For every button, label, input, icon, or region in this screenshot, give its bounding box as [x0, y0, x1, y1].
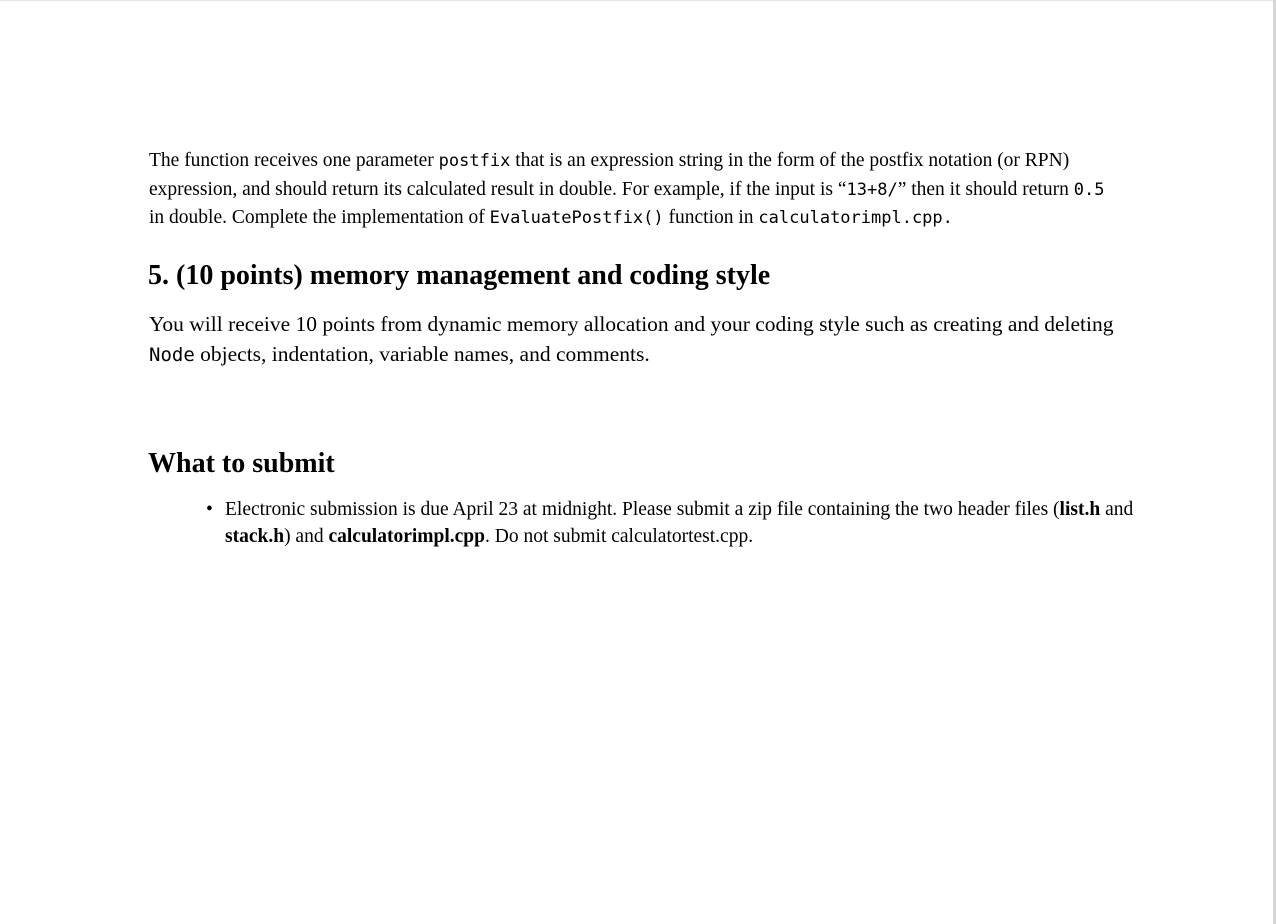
text-run: and	[1100, 499, 1134, 520]
text-run: function in	[663, 207, 759, 228]
text-run: objects, indentation, variable names, and comments.	[194, 342, 650, 366]
code-node: Node	[149, 344, 195, 366]
list-item	[206, 496, 1136, 550]
section-5-heading: 5. (10 points) memory management and coding style	[148, 260, 771, 291]
bold-filename-stack-h: stack.h	[225, 526, 285, 547]
text-run: You will receive 10 points from dynamic memory allocation and your coding style such as creating and deleting	[149, 312, 1114, 336]
code-function-name: EvaluatePostfix()	[489, 208, 664, 228]
text-run: that is an expression string in the form of the postfix notation (or RPN) expression, and should return its calculated result in double. For example, if the input is “	[149, 150, 1070, 200]
bold-filename-list-h: list.h	[1059, 499, 1101, 520]
code-example-result: 0.5	[1073, 179, 1105, 200]
section-5-description	[149, 309, 1149, 370]
page-top-edge	[0, 0, 1276, 1]
what-to-submit-heading: What to submit	[148, 448, 335, 479]
text-run: The function receives one parameter	[149, 150, 439, 171]
text-run: Electronic submission is due April 23 at midnight. Please submit a zip file containing the two header files (	[225, 499, 1060, 520]
text-run: ) and	[284, 526, 329, 547]
code-example-input: 13+8/	[846, 179, 898, 200]
text-run: in double. Complete the implementation of	[149, 207, 490, 228]
code-filename: calculatorimpl.cpp.	[758, 208, 953, 228]
submission-list	[206, 496, 1136, 550]
bold-filename-calculatorimpl: calculatorimpl.cpp	[328, 526, 486, 547]
code-postfix: postfix	[438, 151, 511, 171]
bullet-icon: •	[206, 499, 213, 520]
text-run: ” then it should return	[897, 178, 1074, 200]
text-run: . Do not submit calculatortest.cpp.	[485, 526, 754, 547]
evaluate-postfix-description	[149, 147, 1109, 233]
